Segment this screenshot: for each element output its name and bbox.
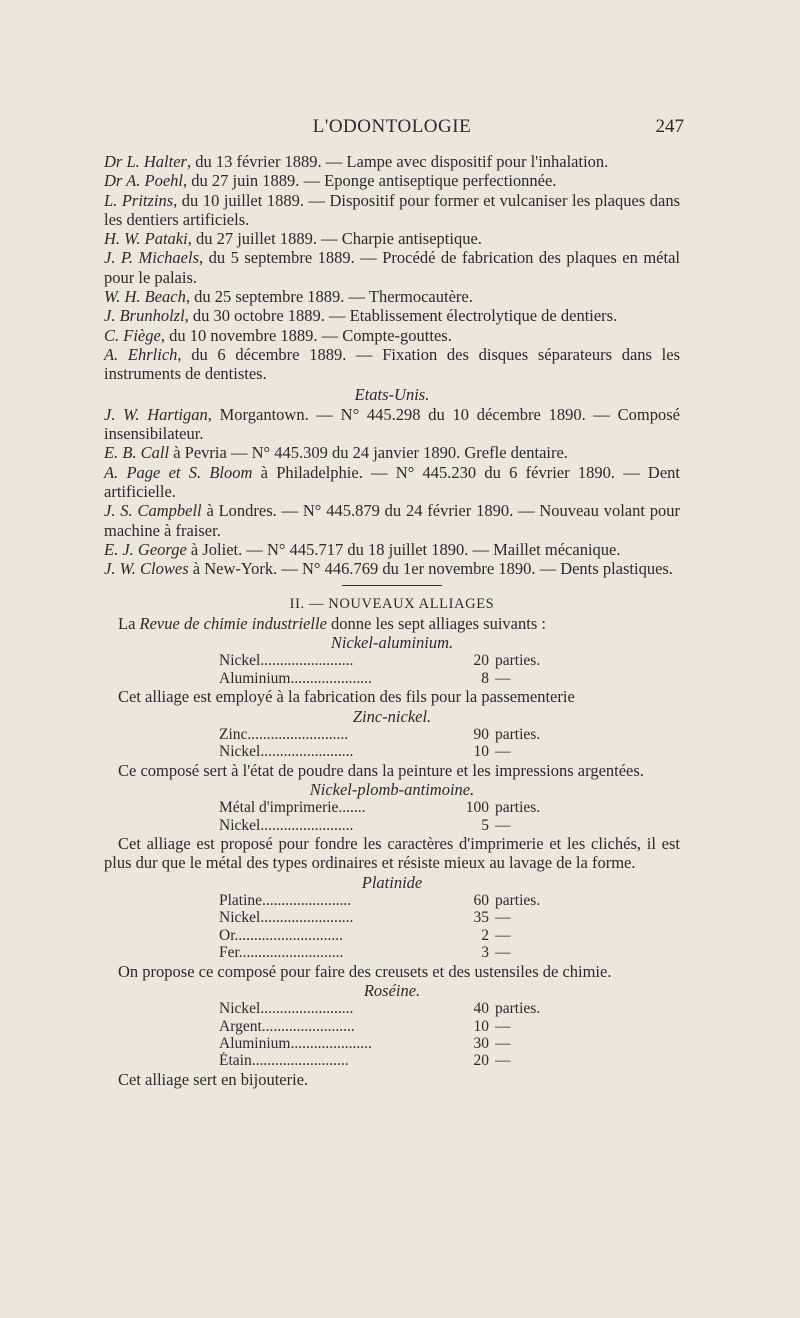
recipe-row: Aluminium..................... 30 — [219,1034,511,1052]
patent-list-a [104,152,680,384]
recipe-row: Métal d'imprimerie....... 100 parties. [219,799,541,817]
recipe-row: Or............................ 2 — [219,926,511,944]
patent-entry: J. S. Campbell à Londres. — N° 445.879 du 24 février 1890. — Nouveau volant pour machine à fraiser. [104,501,680,540]
alloy-note: Cet alliage est employé à la fabrication des fils pour la passementerie [118,687,575,707]
journal-title: Revue de chimie industrielle [139,613,327,633]
alloy-note: Ce composé sert à l'état de poudre dans la peinture et les impressions argentées. [118,760,644,780]
recipe-row: Nickel........................ 35 — [219,909,511,927]
patent-entry: A. Page et S. Bloom à Philadelphie. — N° 445.230 du 6 février 1890. — Dent artificielle. [104,462,680,502]
alloy-block [104,633,680,706]
alloy-note: Cet alliage sert en bijouterie. [118,1069,309,1089]
page-header [100,116,684,142]
country-heading: Etats-Unis. [354,384,430,404]
patent-entry: W. H. Beach, du 25 septembre 1889. — Thermocautère. [104,287,473,307]
alloy-block [104,873,680,981]
patent-entry: J. W. Clowes à New-York. — N° 446.769 du 1er novembre 1890. — Dents plastiques. [104,559,673,579]
alloy-title: Nickel-plomb-antimoine. [309,779,475,799]
patent-entry: E. B. Call à Pevria — N° 445.309 du 24 janvier 1890. Grefle dentaire. [104,443,568,463]
patent-entry: H. W. Pataki, du 27 juillet 1889. — Charpie antiseptique. [104,229,482,249]
patent-entry: J. W. Hartigan, Morgantown. — N° 445.298 du 10 décembre 1890. — Composé insensibilateur. [104,404,680,444]
section-intro: La Revue de chimie industrielle donne les sept alliages suivants : [118,613,546,633]
patent-list-b [104,405,680,579]
recipe-row: Argent........................ 10 — [219,1017,511,1035]
recipe-row: Nickel........................ 40 parties. [219,1000,541,1018]
alloy-block [104,780,680,873]
alloy-title: Platinide [361,872,423,892]
alloy-recipe [219,652,575,687]
alloy-recipe [219,1000,575,1070]
page-body [104,152,680,1089]
alloy-block [104,707,680,780]
section-divider [342,585,442,586]
patent-entry: J. P. Michaels, du 5 septembre 1889. — Procédé de fabrication des plaques en métal pour le palais. [104,248,680,287]
alloy-recipe [219,799,575,834]
patent-entry: E. J. George à Joliet. — N° 445.717 du 18 juillet 1890. — Maillet mécanique. [104,539,621,559]
alloy-recipe [219,892,575,962]
recipe-row: Nickel........................ 10 — [219,743,511,761]
recipe-row: Aluminium..................... 8 — [219,669,511,687]
recipe-row: Nickel........................ 5 — [219,816,511,834]
recipe-row: Platine....................... 60 parties. [219,891,541,909]
patent-entry: Dr L. Halter, du 13 février 1889. — Lampe avec dispositif pour l'inhalation. [104,152,609,171]
patent-entry: C. Fiège, du 10 novembre 1889. — Compte-gouttes. [104,325,452,345]
patent-entry: J. Brunholzl, du 30 octobre 1889. — Etablissement électrolytique de dentiers. [104,306,618,326]
recipe-row: Nickel........................ 20 parties. [219,652,541,670]
alloy-title: Roséine. [363,980,421,1000]
running-title: L'ODONTOLOGIE [312,116,472,137]
alloy-title: Nickel-aluminium. [330,633,454,653]
alloy-note: Cet alliage est proposé pour fondre les caractères d'imprimerie et les clichés, il est plus dur que le métal des types ordinaires et résiste mieux au lavage de la forme. [104,834,680,873]
page-number: 247 [655,116,684,137]
alloy-block [104,981,680,1089]
recipe-row: Étain......................... 20 — [219,1052,511,1070]
alloy-note: On propose ce composé pour faire des creusets et des ustensiles de chimie. [118,961,612,981]
section-heading: II. — NOUVEAUX ALLIAGES [289,595,495,612]
patent-entry: Dr A. Poehl, du 27 juin 1889. — Eponge antiseptique perfectionnée. [104,171,557,191]
recipe-row: Fer........................... 3 — [219,944,511,962]
recipe-row: Zinc.......................... 90 parties. [219,725,541,743]
patent-entry: L. Pritzins, du 10 juillet 1889. — Dispositif pour former et vulcaniser les plaques dans les dentiers artificiels. [104,190,680,229]
alloy-recipe [219,726,575,761]
alloy-title: Zinc-nickel. [352,706,432,726]
patent-entry: A. Ehrlich, du 6 décembre 1889. — Fixation des disques séparateurs dans les instruments de dentistes. [104,344,681,384]
